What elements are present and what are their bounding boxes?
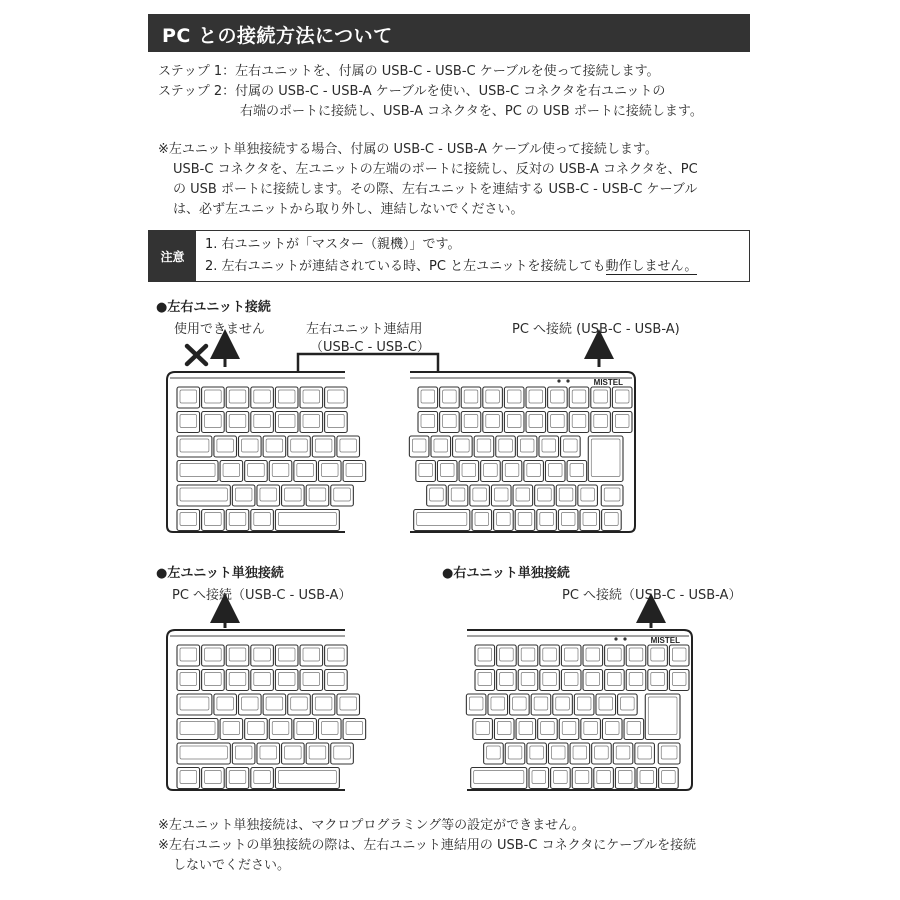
unusable-label: 使用できません	[174, 322, 266, 337]
notice-line-1: 1. 右ユニットが「マスター（親機）」です。	[205, 237, 461, 252]
key	[588, 436, 623, 482]
led-indicator	[566, 379, 569, 382]
cross-icon	[187, 346, 206, 364]
section-right-heading: ●右ユニット単独接続	[442, 566, 570, 581]
step-2-cont: 右端のポートに接続し、USB-A コネクタを、PC の USB ポートに接続します。	[240, 104, 703, 119]
note-left-only-1: ※左ユニット単独接続する場合、付属の USB-C - USB-A ケーブル使って接続します。	[158, 142, 658, 157]
footnote-2: ※左右ユニットの単独接続の際は、左右ユニット連結用の USB-C コネクタにケーブルを接続	[158, 838, 697, 853]
led-indicator	[623, 637, 626, 640]
section-left-heading: ●左ユニット単独接続	[156, 566, 284, 581]
pc-connect-label-left: PC へ接続（USB-C - USB-A）	[172, 588, 352, 603]
notice-label: 注意	[149, 231, 196, 281]
link-cable-label: 左右ユニット連結用	[306, 322, 423, 337]
note-left-only-4: は、必ず左ユニットから取り外し、連結しないでください。	[173, 202, 524, 217]
pc-connect-label-both: PC へ接続 (USB-C - USB-A)	[512, 322, 680, 337]
step-1: ステップ 1：左右ユニットを、付属の USB-C - USB-C ケーブルを使って接続します。	[158, 64, 660, 79]
pc-connect-label-right: PC へ接続（USB-C - USB-A）	[562, 588, 742, 603]
step-2: ステップ 2：付属の USB-C - USB-A ケーブルを使い、USB-C コネクタを右ユニットの	[158, 84, 666, 99]
section-both-heading: ●左右ユニット接続	[156, 300, 271, 315]
link-cable-type: （USB-C - USB-C）	[310, 340, 430, 355]
notice-emphasis: 動作しません。	[605, 259, 698, 274]
link-cable-line	[298, 354, 438, 372]
note-left-only-3: の USB ポートに接続します。その際、左右ユニットを連結する USB-C - USB-C ケーブル	[173, 182, 698, 197]
led-indicator	[614, 637, 617, 640]
led-indicator	[557, 379, 560, 382]
footnote-1: ※左ユニット単独接続は、マクロプログラミング等の設定ができません。	[158, 818, 585, 833]
note-left-only-2: USB-C コネクタを、左ユニットの左端のポートに接続し、反対の USB-A コネクタを、PC	[173, 162, 698, 177]
page-title: PC との接続方法について	[162, 25, 393, 47]
key	[645, 694, 680, 740]
brand-logo: MISTEL	[650, 636, 680, 645]
footnote-3: しないでください。	[173, 858, 291, 873]
brand-logo: MISTEL	[593, 378, 623, 387]
notice-line-2-text: 2. 左右ユニットが連結されている時、PC と左ユニットを接続しても	[205, 259, 606, 274]
